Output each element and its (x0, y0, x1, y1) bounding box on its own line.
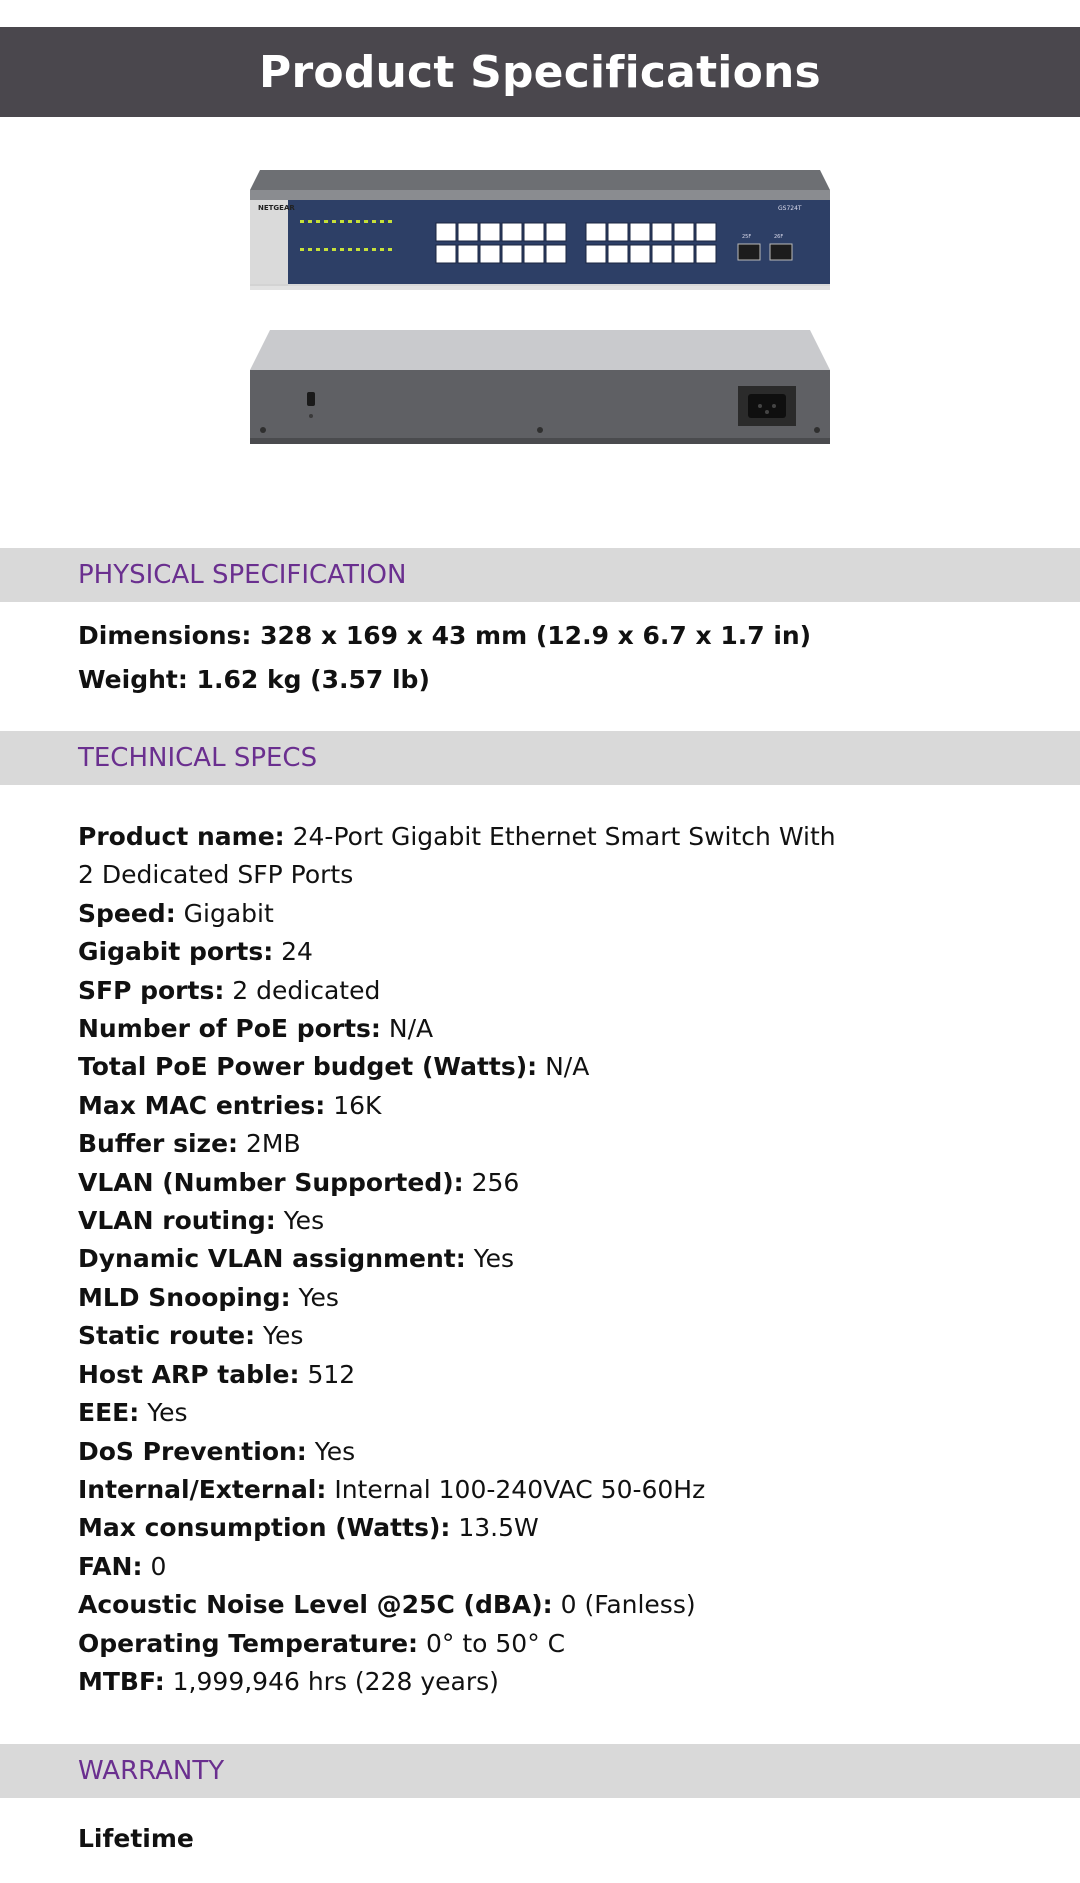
section-warranty-title: WARRANTY (78, 1756, 225, 1786)
spec-row: VLAN routing: Yes (78, 1206, 325, 1236)
section-physical-header (0, 548, 1080, 602)
dimensions-line: Dimensions: 328 x 169 x 43 mm (12.9 x 6.7 x 1.7 in) (78, 621, 812, 650)
physical-spec-list (78, 614, 858, 702)
section-technical-title: TECHNICAL SPECS (78, 743, 318, 773)
product-image-switch (230, 160, 850, 480)
header-bar (0, 27, 1080, 117)
spec-row: Buffer size: 2MB (78, 1129, 301, 1159)
spec-row: VLAN (Number Supported): 256 (78, 1167, 520, 1197)
spec-row: MTBF: 1,999,946 hrs (228 years) (78, 1666, 499, 1696)
spec-row: FAN: 0 (78, 1551, 167, 1581)
spec-row: Static route: Yes (78, 1321, 304, 1351)
spec-row: Acoustic Noise Level @25C (dBA): 0 (Fanless) (78, 1590, 696, 1620)
spec-row: Product name: 24-Port Gigabit Ethernet Smart Switch With 2 Dedicated SFP Ports (78, 822, 836, 890)
section-physical-title: PHYSICAL SPECIFICATION (78, 560, 407, 590)
spec-row: Speed: Gigabit (78, 898, 274, 928)
spec-row: MLD Snooping: Yes (78, 1282, 339, 1312)
spec-row: Number of PoE ports: N/A (78, 1014, 434, 1044)
spec-row: DoS Prevention: Yes (78, 1436, 356, 1466)
spec-row: Max consumption (Watts): 13.5W (78, 1513, 539, 1543)
spec-row: Dynamic VLAN assignment: Yes (78, 1244, 515, 1274)
page-title: Product Specifications (259, 46, 821, 98)
spec-row: Gigabit ports: 24 (78, 937, 313, 967)
spec-row: Total PoE Power budget (Watts): N/A (78, 1052, 590, 1082)
technical-spec-list (78, 818, 848, 1701)
warranty-block (78, 1824, 858, 1853)
brand-label: NETGEAR (258, 204, 295, 212)
weight-line: Weight: 1.62 kg (3.57 lb) (78, 665, 430, 694)
section-warranty-header (0, 1744, 1080, 1798)
spec-row: Internal/External: Internal 100-240VAC 50-60Hz (78, 1474, 706, 1504)
spec-row: SFP ports: 2 dedicated (78, 975, 381, 1005)
sfp-label-25f: 25F (742, 234, 752, 240)
spec-row: Operating Temperature: 0° to 50° C (78, 1628, 566, 1658)
model-label: GS724T (778, 205, 802, 212)
spec-row: Host ARP table: 512 (78, 1359, 356, 1389)
section-technical-header (0, 731, 1080, 785)
spec-row: EEE: Yes (78, 1398, 188, 1428)
spec-row: Max MAC entries: 16K (78, 1090, 382, 1120)
warranty-value: Lifetime (78, 1824, 194, 1853)
sfp-label-26f: 26F (774, 234, 784, 240)
